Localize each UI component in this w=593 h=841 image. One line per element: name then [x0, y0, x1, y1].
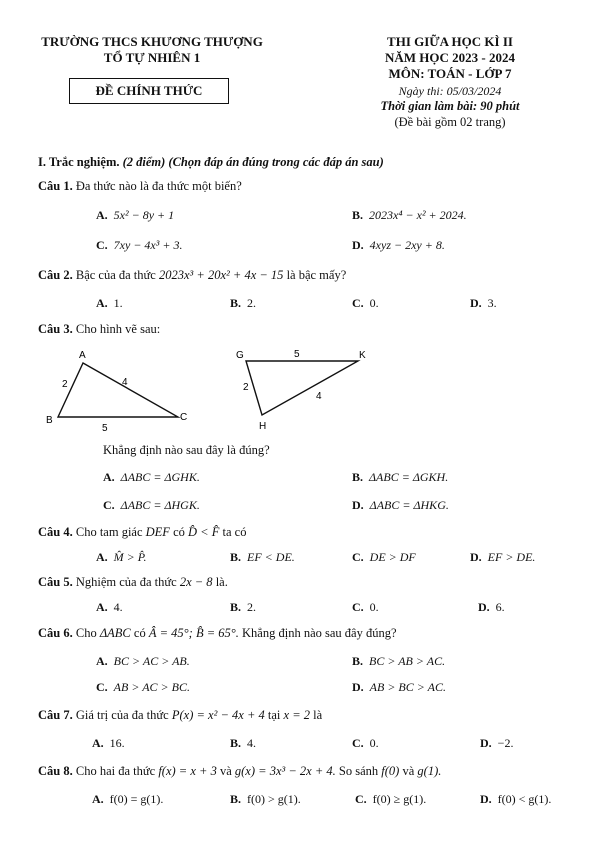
vertex-label-h: H	[259, 421, 267, 432]
side-label-bc: 5	[102, 423, 108, 434]
section-title: I. Trắc nghiệm. (2 điểm) (Chọn đáp án đúng trong các đáp án sau)	[38, 155, 384, 169]
side-label-gk: 5	[294, 349, 300, 360]
q8-option-c[interactable]: C. f(0) ≥ g(1).	[355, 792, 427, 806]
triangle-ghk	[236, 349, 366, 432]
school-year: NĂM HỌC 2023 - 2024	[385, 50, 515, 65]
q8-option-a[interactable]: A. f(0) = g(1).	[92, 792, 164, 806]
q7-option-c[interactable]: C. 0.	[352, 736, 379, 750]
q7-option-b[interactable]: B. 4.	[230, 736, 257, 750]
q6-option-b[interactable]: B. BC > AB > AC.	[352, 654, 446, 668]
exam-title: THI GIỮA HỌC KÌ II	[387, 34, 513, 49]
q3-option-a[interactable]: A. ΔABC = ΔGHK.	[103, 470, 200, 484]
q6-option-c[interactable]: C. AB > AC > BC.	[96, 680, 190, 694]
side-label-kh: 4	[316, 391, 322, 402]
q4-option-a[interactable]: A. M̂ > P̂.	[96, 550, 147, 564]
q6-option-a[interactable]: A. BC > AC > AB.	[96, 654, 190, 668]
q8-option-d[interactable]: D. f(0) < g(1).	[480, 792, 552, 806]
vertex-label-k: K	[359, 350, 366, 361]
side-label-ab: 2	[62, 379, 68, 390]
q7-option-d[interactable]: D. −2.	[480, 736, 514, 750]
page-count: (Đề bài gồm 02 trang)	[394, 115, 506, 129]
q4-option-b[interactable]: B. EF < DE.	[230, 550, 295, 564]
vertex-label-b: B	[46, 415, 53, 426]
q3-option-c[interactable]: C. ΔABC = ΔHGK.	[103, 498, 200, 512]
question-3: Câu 3. Cho hình vẽ sau:	[38, 322, 161, 336]
q2-option-d[interactable]: D. 3.	[470, 296, 497, 310]
department-name: TỔ TỰ NHIÊN 1	[103, 50, 201, 65]
question-8: Câu 8. Cho hai đa thức f(x) = x + 3 và g(x) = 3x³ − 2x + 4. So sánh f(0) và g(1).	[38, 764, 442, 778]
side-label-gh: 2	[243, 382, 249, 393]
question-6: Câu 6. Cho ΔABC có Â = 45°; B̂ = 65°. Khẳng định nào sau đây đúng?	[38, 626, 397, 640]
subject: MÔN: TOÁN - LỚP 7	[388, 66, 512, 81]
q2-option-c[interactable]: C. 0.	[352, 296, 379, 310]
q8-option-b[interactable]: B. f(0) > g(1).	[230, 792, 301, 806]
q1-option-d[interactable]: D. 4xyz − 2xy + 8.	[352, 238, 445, 252]
question-5: Câu 5. Nghiệm của đa thức 2x − 8 là.	[38, 575, 228, 589]
q3-prompt: Khẳng định nào sau đây là đúng?	[103, 443, 270, 457]
q4-option-d[interactable]: D. EF > DE.	[470, 550, 536, 564]
q5-option-c[interactable]: C. 0.	[352, 600, 379, 614]
q2-option-b[interactable]: B. 2.	[230, 296, 257, 310]
q1-option-c[interactable]: C. 7xy − 4x³ + 3.	[96, 238, 183, 252]
q6-option-d[interactable]: D. AB > BC > AC.	[352, 680, 446, 694]
q1-option-a[interactable]: A. 5x² − 8y + 1	[96, 208, 175, 222]
q5-option-a[interactable]: A. 4.	[96, 600, 123, 614]
triangle-abc	[46, 350, 187, 434]
school-name: TRƯỜNG THCS KHƯƠNG THƯỢNG	[41, 34, 263, 49]
q4-option-c[interactable]: C. DE > DF	[352, 550, 416, 564]
q3-option-d[interactable]: D. ΔABC = ΔHKG.	[352, 498, 449, 512]
q7-option-a[interactable]: A. 16.	[92, 736, 125, 750]
exam-date: Ngày thi: 05/03/2024	[398, 84, 502, 98]
side-label-ac: 4	[122, 377, 128, 388]
q2-option-a[interactable]: A. 1.	[96, 296, 123, 310]
q3-option-b[interactable]: B. ΔABC = ΔGKH.	[352, 470, 449, 484]
exam-duration: Thời gian làm bài: 90 phút	[380, 99, 520, 113]
question-2: Câu 2. Bậc của đa thức 2023x³ + 20x² + 4x − 15 là bậc mấy?	[38, 268, 347, 282]
official-badge: ĐỀ CHÍNH THỨC	[69, 78, 229, 104]
q5-option-d[interactable]: D. 6.	[478, 600, 505, 614]
question-7: Câu 7. Giá trị của đa thức P(x) = x² − 4x + 4 tại x = 2 là	[38, 708, 323, 722]
question-1: Câu 1. Đa thức nào là đa thức một biến?	[38, 179, 242, 193]
question-4: Câu 4. Cho tam giác DEF có D̂ < F̂ ta có	[38, 525, 247, 539]
q5-option-b[interactable]: B. 2.	[230, 600, 257, 614]
vertex-label-g: G	[236, 350, 244, 361]
triangle-figure	[40, 345, 380, 435]
vertex-label-c: C	[180, 412, 188, 423]
q1-option-b[interactable]: B. 2023x⁴ − x² + 2024.	[352, 208, 467, 222]
vertex-label-a: A	[79, 350, 86, 361]
